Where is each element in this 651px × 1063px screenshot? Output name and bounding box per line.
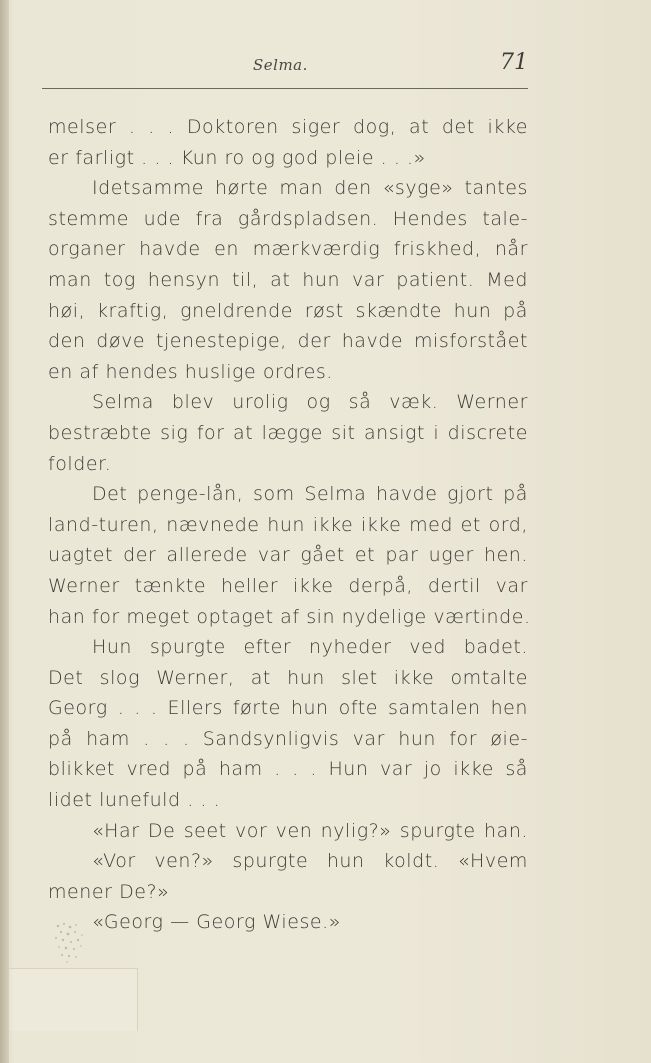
text-line: Hun spurgte efter nyheder ved badet. [92, 636, 528, 659]
running-title: Selma. [253, 56, 308, 74]
text-line: Georg . . . Ellers førte hun ofte samtalen hen [48, 697, 528, 720]
text-line: han for meget optaget af sin nydelige værtinde. [48, 605, 531, 628]
page-number: 71 [500, 50, 528, 75]
catalog-label-box [9, 968, 138, 1031]
text-line: blikket vred på ham . . . Hun var jo ikke så [48, 758, 528, 781]
text-line: er farligt . . . Kun ro og god pleie . . .» [48, 146, 426, 169]
text-line: «Vor ven?» spurgte hun koldt. «Hvem [92, 850, 528, 873]
text-line: Det penge-lån, som Selma havde gjort på [92, 483, 528, 506]
text-line: melser . . . Doktoren siger dog, at det ikke [48, 116, 528, 138]
text-line: den døve tjenestepige, der havde misforstået [48, 330, 528, 353]
text-line: Idetsamme hørte man den «syge» tantes [92, 177, 528, 200]
library-stamp-mark [48, 918, 90, 966]
text-line: «Har De seet vor ven nylig?» spurgte han. [92, 819, 528, 842]
text-line: bestræbte sig for at lægge sit ansigt i discrete [48, 421, 528, 444]
page-binding-edge [0, 0, 9, 1063]
text-line: man tog hensyn til, at hun var patient. Med [48, 268, 528, 291]
header-rule [42, 88, 528, 89]
text-line: folder. [48, 452, 112, 475]
text-line: mener De?» [48, 880, 170, 903]
text-line: organer havde en mærkværdig friskhed, når [48, 238, 528, 261]
text-line: stemme ude fra gårdspladsen. Hendes tale- [48, 207, 528, 230]
text-line: høi, kraftig, gneldrende røst skændte hun på [48, 299, 528, 322]
text-line: land-turen, nævnede hun ikke ikke med et ord, [48, 513, 528, 536]
text-line: «Georg — Georg Wiese.» [92, 911, 341, 934]
text-line: en af hendes huslige ordres. [48, 360, 333, 383]
text-line: uagtet der allerede var gået et par uger hen. [48, 544, 528, 567]
text-line: lidet lunefuld . . . [48, 789, 221, 812]
body-text [48, 112, 531, 938]
page-header [48, 50, 528, 90]
text-line: Selma blev urolig og så væk. Werner [92, 391, 528, 414]
text-line: Det slog Werner, at hun slet ikke omtalte [48, 666, 528, 689]
text-line: på ham . . . Sandsynligvis var hun for øie- [48, 727, 528, 750]
text-line: Werner tænkte heller ikke derpå, dertil var [48, 574, 528, 597]
